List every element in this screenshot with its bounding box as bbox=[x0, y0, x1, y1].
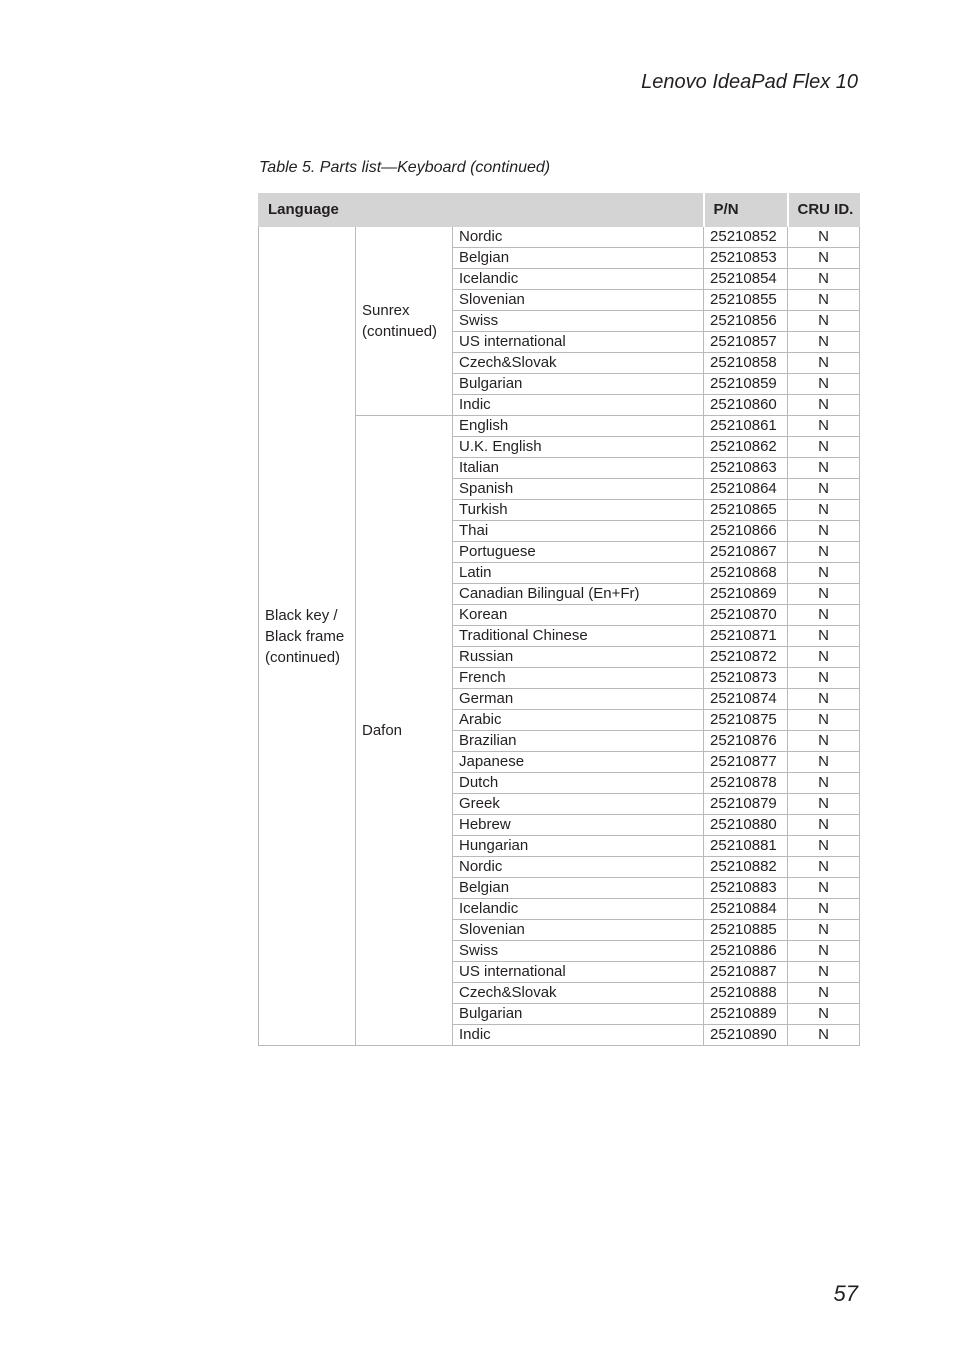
cru-id-cell: N bbox=[788, 458, 860, 479]
part-number-cell: 25210868 bbox=[704, 563, 788, 584]
cru-id-cell: N bbox=[788, 395, 860, 416]
part-number-cell: 25210875 bbox=[704, 710, 788, 731]
language-cell: Traditional Chinese bbox=[453, 626, 704, 647]
cru-id-cell: N bbox=[788, 248, 860, 269]
part-number-cell: 25210859 bbox=[704, 374, 788, 395]
language-cell: Russian bbox=[453, 647, 704, 668]
part-number-cell: 25210882 bbox=[704, 857, 788, 878]
table-caption: Table 5. Parts list—Keyboard (continued) bbox=[259, 159, 551, 176]
part-number-cell: 25210872 bbox=[704, 647, 788, 668]
part-number-cell: 25210861 bbox=[704, 416, 788, 437]
page-number: 57 bbox=[833, 1281, 858, 1306]
cru-id-cell: N bbox=[788, 962, 860, 983]
language-cell: Czech&Slovak bbox=[453, 353, 704, 374]
language-cell: Nordic bbox=[453, 857, 704, 878]
part-number-cell: 25210858 bbox=[704, 353, 788, 374]
language-cell: Belgian bbox=[453, 248, 704, 269]
language-cell: Portuguese bbox=[453, 542, 704, 563]
part-number-cell: 25210869 bbox=[704, 584, 788, 605]
cru-id-cell: N bbox=[788, 689, 860, 710]
cru-id-cell: N bbox=[788, 1025, 860, 1046]
cru-id-cell: N bbox=[788, 542, 860, 563]
part-number-cell: 25210853 bbox=[704, 248, 788, 269]
cru-id-cell: N bbox=[788, 710, 860, 731]
cru-id-cell: N bbox=[788, 311, 860, 332]
cru-id-cell: N bbox=[788, 773, 860, 794]
part-number-cell: 25210885 bbox=[704, 920, 788, 941]
cru-id-cell: N bbox=[788, 416, 860, 437]
cru-id-cell: N bbox=[788, 857, 860, 878]
language-cell: Czech&Slovak bbox=[453, 983, 704, 1004]
language-cell: Indic bbox=[453, 1025, 704, 1046]
vendor-cell: Sunrex (continued) bbox=[356, 227, 453, 416]
part-number-cell: 25210862 bbox=[704, 437, 788, 458]
cru-id-cell: N bbox=[788, 920, 860, 941]
part-number-cell: 25210863 bbox=[704, 458, 788, 479]
cru-id-cell: N bbox=[788, 836, 860, 857]
language-cell: Hungarian bbox=[453, 836, 704, 857]
running-header-title: Lenovo IdeaPad Flex 10 bbox=[641, 71, 858, 93]
part-number-cell: 25210866 bbox=[704, 521, 788, 542]
language-cell: Indic bbox=[453, 395, 704, 416]
vendor-cell: Dafon bbox=[356, 416, 453, 1046]
language-cell: Bulgarian bbox=[453, 1004, 704, 1025]
table-body bbox=[259, 227, 860, 1046]
cru-id-cell: N bbox=[788, 1004, 860, 1025]
language-cell: Canadian Bilingual (En+Fr) bbox=[453, 584, 704, 605]
part-number-cell: 25210860 bbox=[704, 395, 788, 416]
part-number-cell: 25210890 bbox=[704, 1025, 788, 1046]
cru-id-cell: N bbox=[788, 290, 860, 311]
cru-id-cell: N bbox=[788, 479, 860, 500]
language-cell: US international bbox=[453, 962, 704, 983]
column-header-language: Language bbox=[259, 194, 704, 227]
cru-id-cell: N bbox=[788, 815, 860, 836]
language-cell: Italian bbox=[453, 458, 704, 479]
part-number-cell: 25210876 bbox=[704, 731, 788, 752]
cru-id-cell: N bbox=[788, 437, 860, 458]
language-cell: Slovenian bbox=[453, 920, 704, 941]
part-number-cell: 25210870 bbox=[704, 605, 788, 626]
cru-id-cell: N bbox=[788, 374, 860, 395]
part-number-cell: 25210865 bbox=[704, 500, 788, 521]
language-cell: Slovenian bbox=[453, 290, 704, 311]
language-cell: Bulgarian bbox=[453, 374, 704, 395]
cru-id-cell: N bbox=[788, 605, 860, 626]
part-number-cell: 25210879 bbox=[704, 794, 788, 815]
language-cell: German bbox=[453, 689, 704, 710]
parts-list-table bbox=[258, 193, 860, 1046]
cru-id-cell: N bbox=[788, 521, 860, 542]
part-number-cell: 25210871 bbox=[704, 626, 788, 647]
language-cell: Belgian bbox=[453, 878, 704, 899]
cru-id-cell: N bbox=[788, 983, 860, 1004]
part-number-cell: 25210878 bbox=[704, 773, 788, 794]
part-number-cell: 25210880 bbox=[704, 815, 788, 836]
part-number-cell: 25210889 bbox=[704, 1004, 788, 1025]
language-cell: Japanese bbox=[453, 752, 704, 773]
part-number-cell: 25210883 bbox=[704, 878, 788, 899]
cru-id-cell: N bbox=[788, 941, 860, 962]
part-number-cell: 25210884 bbox=[704, 899, 788, 920]
cru-id-cell: N bbox=[788, 332, 860, 353]
language-cell: Thai bbox=[453, 521, 704, 542]
language-cell: Turkish bbox=[453, 500, 704, 521]
part-number-cell: 25210874 bbox=[704, 689, 788, 710]
cru-id-cell: N bbox=[788, 878, 860, 899]
cru-id-cell: N bbox=[788, 584, 860, 605]
part-number-cell: 25210877 bbox=[704, 752, 788, 773]
cru-id-cell: N bbox=[788, 353, 860, 374]
language-cell: Swiss bbox=[453, 941, 704, 962]
part-number-cell: 25210855 bbox=[704, 290, 788, 311]
language-cell: U.K. English bbox=[453, 437, 704, 458]
language-cell: Spanish bbox=[453, 479, 704, 500]
part-number-cell: 25210864 bbox=[704, 479, 788, 500]
language-cell: Greek bbox=[453, 794, 704, 815]
cru-id-cell: N bbox=[788, 752, 860, 773]
part-number-cell: 25210857 bbox=[704, 332, 788, 353]
column-header-cru: CRU ID. bbox=[788, 194, 860, 227]
language-cell: Dutch bbox=[453, 773, 704, 794]
language-cell: Swiss bbox=[453, 311, 704, 332]
language-cell: Korean bbox=[453, 605, 704, 626]
table-header-row bbox=[259, 194, 860, 227]
part-number-cell: 25210867 bbox=[704, 542, 788, 563]
language-cell: Nordic bbox=[453, 227, 704, 248]
part-number-cell: 25210886 bbox=[704, 941, 788, 962]
part-number-cell: 25210873 bbox=[704, 668, 788, 689]
cru-id-cell: N bbox=[788, 626, 860, 647]
part-number-cell: 25210881 bbox=[704, 836, 788, 857]
part-number-cell: 25210852 bbox=[704, 227, 788, 248]
cru-id-cell: N bbox=[788, 500, 860, 521]
keyboard-type-cell: Black key / Black frame (continued) bbox=[259, 227, 356, 1046]
cru-id-cell: N bbox=[788, 563, 860, 584]
language-cell: French bbox=[453, 668, 704, 689]
part-number-cell: 25210887 bbox=[704, 962, 788, 983]
cru-id-cell: N bbox=[788, 647, 860, 668]
part-number-cell: 25210854 bbox=[704, 269, 788, 290]
language-cell: Icelandic bbox=[453, 899, 704, 920]
cru-id-cell: N bbox=[788, 794, 860, 815]
column-header-pn: P/N bbox=[704, 194, 788, 227]
language-cell: Brazilian bbox=[453, 731, 704, 752]
part-number-cell: 25210856 bbox=[704, 311, 788, 332]
language-cell: Hebrew bbox=[453, 815, 704, 836]
language-cell: US international bbox=[453, 332, 704, 353]
language-cell: Icelandic bbox=[453, 269, 704, 290]
cru-id-cell: N bbox=[788, 227, 860, 248]
cru-id-cell: N bbox=[788, 269, 860, 290]
language-cell: English bbox=[453, 416, 704, 437]
cru-id-cell: N bbox=[788, 668, 860, 689]
table-row bbox=[259, 227, 860, 248]
cru-id-cell: N bbox=[788, 731, 860, 752]
language-cell: Latin bbox=[453, 563, 704, 584]
language-cell: Arabic bbox=[453, 710, 704, 731]
part-number-cell: 25210888 bbox=[704, 983, 788, 1004]
cru-id-cell: N bbox=[788, 899, 860, 920]
